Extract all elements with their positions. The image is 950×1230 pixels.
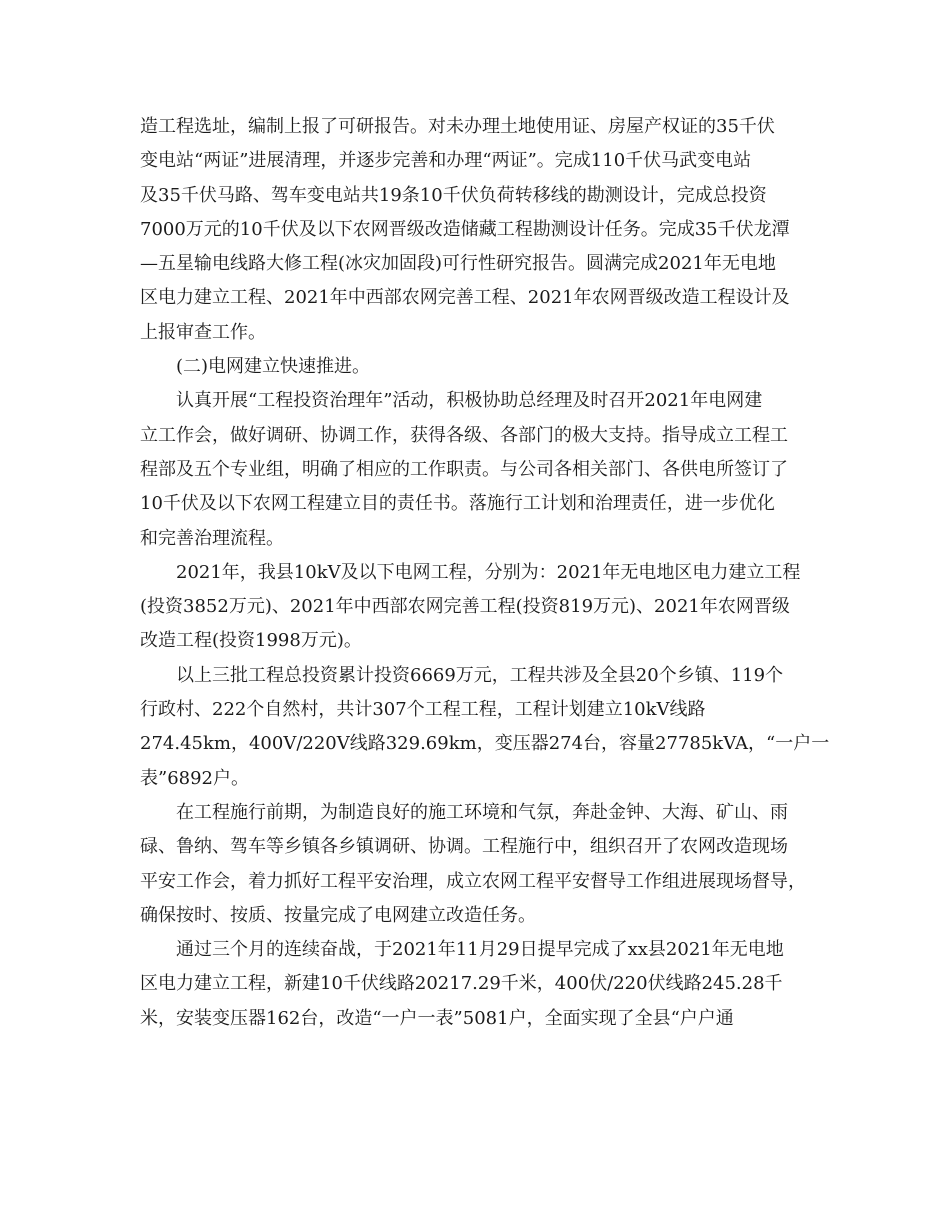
- text-line: 造工程选址，编制上报了可研报告。对未办理土地使用证、房屋产权证的35千伏: [140, 116, 775, 137]
- text-line: 变电站“两证”进展清理，并逐步完善和办理“两证”。完成110千伏马武变电站: [140, 150, 752, 172]
- text-line: 在工程施行前期，为制造良好的施工环境和气氛，奔赴金钟、大海、矿山、雨: [176, 801, 788, 823]
- text-line: 行政村、222个自然村，共计307个工程工程，工程计划建立10kV线路: [140, 699, 706, 721]
- text-line: 程部及五个专业组，明确了相应的工作职责。与公司各相关部门、各供电所签订了: [140, 458, 788, 480]
- body-text: [140, 110, 830, 1036]
- text-line: (投资3852万元)、2021年中西部农网完善工程(投资819万元)、2021年农网晋级: [140, 596, 790, 618]
- text-line: 2021年，我县10kV及以下电网工程，分别为：2021年无电地区电力建立工程: [176, 561, 801, 583]
- text-line: 以上三批工程总投资累计投资6669万元，工程共涉及全县20个乡镇、119个: [176, 664, 784, 686]
- text-line: 及35千伏马路、驾车变电站共19条10千伏负荷转移线的勘测设计，完成总投资: [140, 184, 767, 206]
- text-line: 碌、鲁纳、驾车等乡镇各乡镇调研、协调。工程施行中，组织召开了农网改造现场: [140, 836, 788, 858]
- text-line: 确保按时、按质、按量完成了电网建立改造任务。: [140, 904, 536, 926]
- text-line: 和完善治理流程。: [140, 527, 284, 549]
- text-line: 米，安装变压器162台，改造“一户一表”5081户，全面实现了全县“户户通: [140, 1007, 734, 1029]
- text-line: 7000万元的10千伏及以下农网晋级改造储藏工程勘测设计任务。完成35千伏龙潭: [140, 218, 790, 240]
- text-line: 10千伏及以下农网工程建立目的责任书。落施行工计划和治理责任，进一步优化: [140, 493, 775, 515]
- text-line: 274.45km，400V/220V线路329.69km，变压器274台，容量27785kVA，“一户一: [140, 733, 830, 755]
- text-line: 立工作会，做好调研、协调工作，获得各级、各部门的极大支持。指导成立工程工: [140, 424, 788, 446]
- text-line: —五星输电线路大修工程(冰灾加固段)可行性研究报告。圆满完成2021年无电地: [140, 253, 776, 275]
- text-line: 表”6892户。: [140, 767, 250, 789]
- text-line: 平安工作会，着力抓好工程平安治理，成立农网工程平安督导工作组进展现场督导，: [140, 870, 806, 892]
- text-line: 改造工程(投资1998万元)。: [140, 630, 362, 652]
- text-line: 上报审查工作。: [140, 321, 266, 343]
- text-line: (二)电网建立快速推进。: [176, 356, 371, 378]
- text-line: 通过三个月的连续奋战，于2021年11月29日提早完成了xx县2021年无电地: [176, 939, 784, 961]
- text-line: 区电力建立工程、2021年中西部农网完善工程、2021年农网晋级改造工程设计及: [140, 287, 790, 309]
- text-line: 区电力建立工程，新建10千伏线路20217.29千米，400伏/220伏线路245.28千: [140, 973, 783, 995]
- text-line: 认真开展“工程投资治理年”活动，积极协助总经理及时召开2021年电网建: [176, 390, 763, 412]
